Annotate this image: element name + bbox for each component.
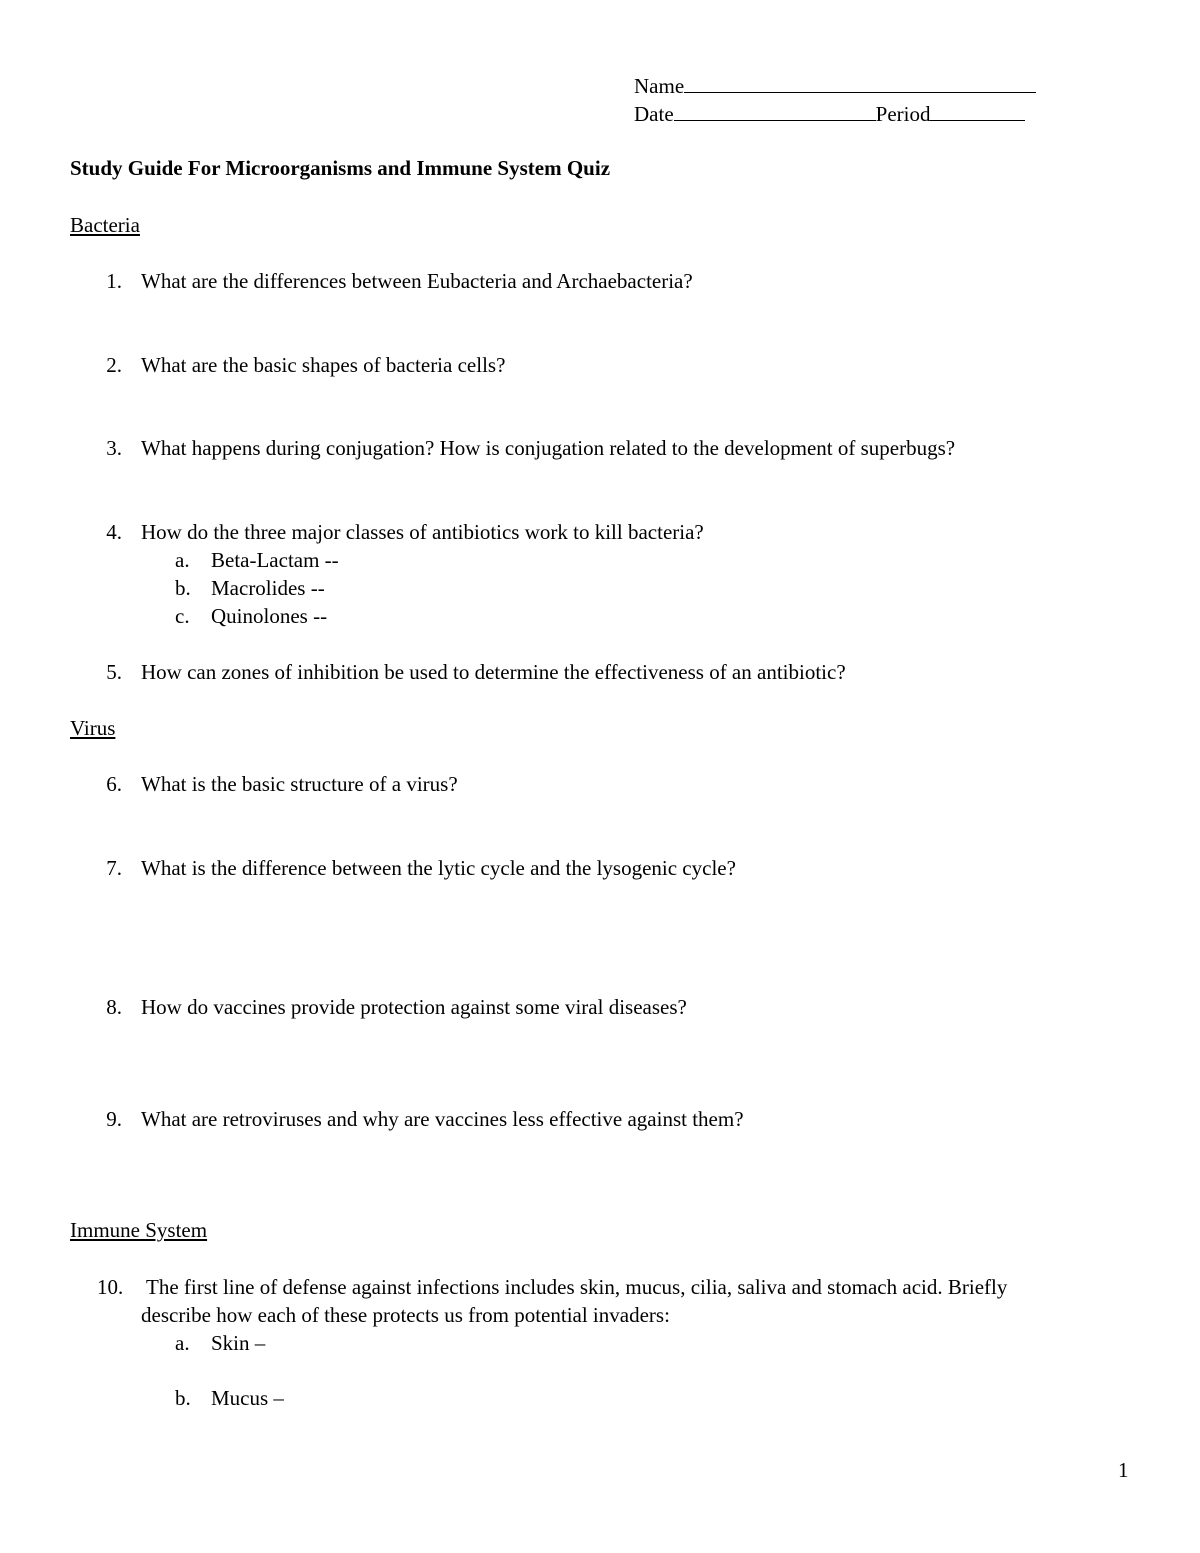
name-label: Name xyxy=(634,74,685,98)
question-text: How do vaccines provide protection against some viral diseases? xyxy=(141,995,687,1019)
page-number: 1 xyxy=(1118,1458,1129,1482)
sub-item-letter: a. xyxy=(175,548,190,572)
sub-item-text: Beta-Lactam -- xyxy=(211,548,339,572)
question-text: What are retroviruses and why are vaccines less effective against them? xyxy=(141,1107,744,1131)
question-number: 9. xyxy=(106,1107,122,1131)
date-blank[interactable] xyxy=(674,100,876,121)
question-text: What is the basic structure of a virus? xyxy=(141,772,458,796)
question-number: 8. xyxy=(106,995,122,1019)
question-number: 4. xyxy=(106,520,122,544)
question-text-line-2: describe how each of these protects us from potential invaders: xyxy=(141,1303,670,1327)
question-number: 6. xyxy=(106,772,122,796)
sub-item-letter: c. xyxy=(175,604,190,628)
name-field[interactable] xyxy=(634,72,1036,99)
question-text: What happens during conjugation? How is conjugation related to the development of superbugs? xyxy=(141,436,956,460)
question-text: How can zones of inhibition be used to determine the effectiveness of an antibiotic? xyxy=(141,660,846,684)
sub-item-letter: b. xyxy=(175,576,191,600)
name-blank[interactable] xyxy=(684,72,1036,93)
sub-item-text: Quinolones -- xyxy=(211,604,328,628)
sub-item-text: Skin – xyxy=(211,1331,266,1355)
section-heading-virus: Virus xyxy=(70,716,116,740)
question-number: 5. xyxy=(106,660,122,684)
page-title: Study Guide For Microorganisms and Immune System Quiz xyxy=(70,156,611,180)
question-number: 10. xyxy=(97,1275,124,1299)
date-period-field[interactable] xyxy=(634,100,1025,127)
period-blank[interactable] xyxy=(930,100,1025,121)
question-text: How do the three major classes of antibiotics work to kill bacteria? xyxy=(141,520,704,544)
sub-item-text: Mucus – xyxy=(211,1386,284,1410)
sub-item-letter: b. xyxy=(175,1386,191,1410)
section-heading-bacteria: Bacteria xyxy=(70,213,140,237)
question-number: 3. xyxy=(106,436,122,460)
question-text: What are the differences between Eubacteria and Archaebacteria? xyxy=(141,269,693,293)
question-number: 2. xyxy=(106,353,122,377)
question-number: 1. xyxy=(106,269,122,293)
question-text-line-1: The first line of defense against infections includes skin, mucus, cilia, saliva and stomach acid. Briefly xyxy=(146,1275,1008,1299)
question-text: What are the basic shapes of bacteria cells? xyxy=(141,353,506,377)
date-label: Date xyxy=(634,102,674,126)
period-label: Period xyxy=(875,102,931,126)
sub-item-text: Macrolides -- xyxy=(211,576,325,600)
question-text: What is the difference between the lytic cycle and the lysogenic cycle? xyxy=(141,856,736,880)
section-heading-immune-system: Immune System xyxy=(70,1218,208,1242)
question-number: 7. xyxy=(106,856,122,880)
sub-item-letter: a. xyxy=(175,1331,190,1355)
